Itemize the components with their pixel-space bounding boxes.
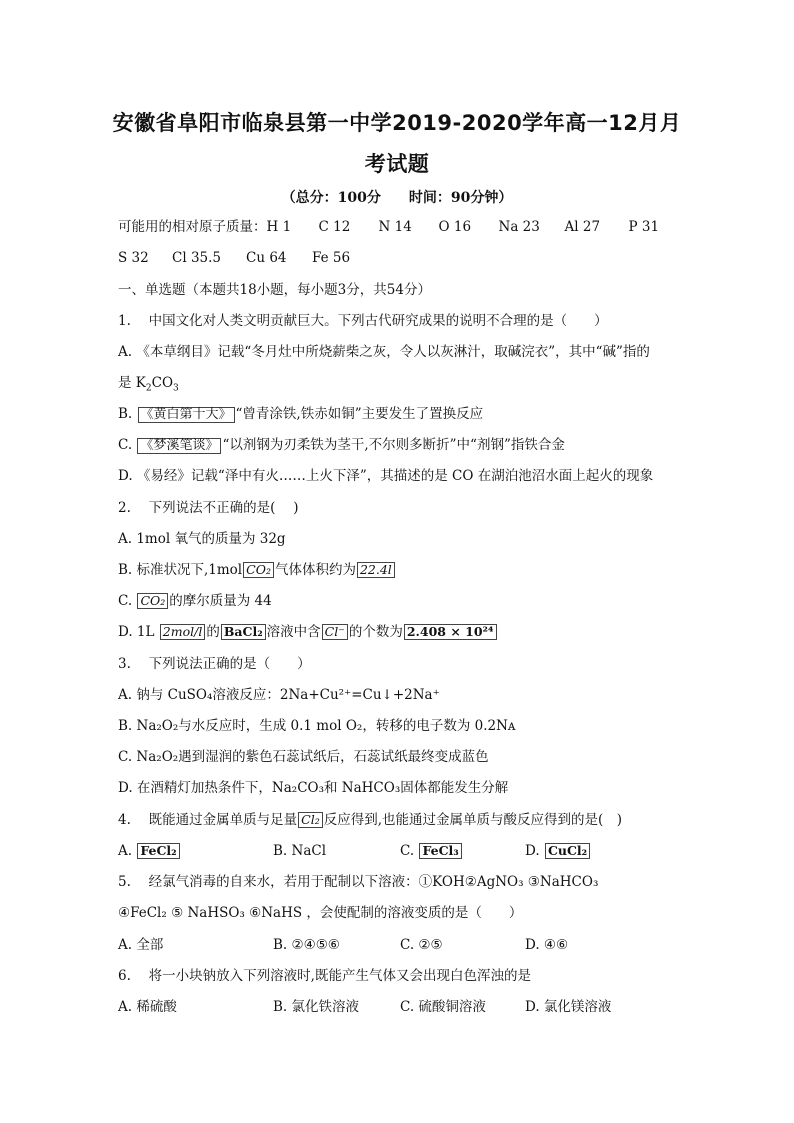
q6-option-a: A. 稀硫酸 — [118, 999, 177, 1015]
q6-options — [118, 999, 611, 1015]
q4-option-c — [400, 843, 525, 859]
option-label: D. — [525, 843, 544, 859]
q4-option-a — [118, 843, 273, 859]
q1-a-sub: 3 — [173, 383, 179, 394]
q2-d-text: 溶液中含 — [266, 624, 321, 640]
q2-c-text: 的摩尔质量为 44 — [169, 593, 272, 609]
q4-stem-text: 4. 既能通过金属单质与足量 — [118, 812, 298, 828]
q5-option-d: D. ④⑥ — [525, 937, 569, 953]
q5-option-b: B. ②④⑤⑥ — [273, 937, 340, 953]
q2-option-b — [118, 562, 396, 578]
q1-option-c — [118, 437, 565, 454]
q5-options — [118, 937, 568, 953]
section-heading: 一、单选题（本题共18小题，每小题3分，共54分） — [118, 282, 431, 298]
formula-box: CO₂ — [243, 562, 274, 578]
q4-stem — [118, 812, 622, 828]
atomic-mass-item: Fe 56 — [312, 250, 351, 266]
option-label: C. — [118, 437, 137, 453]
q3-option-c: C. Na₂O₂遇到湿润的紫色石蕊试纸后，石蕊试纸最终变成蓝色 — [118, 749, 489, 765]
q1-option-b — [118, 406, 483, 423]
option-label: D. 1L — [118, 624, 159, 640]
q4-options — [118, 843, 591, 859]
atomic-mass-item: Na 23 — [498, 219, 540, 235]
option-label: A. — [118, 843, 137, 859]
atomic-mass-label: 可能用的相对原子质量： — [118, 219, 267, 235]
option-label: C. — [118, 593, 137, 609]
q1-option-d: D. 《易经》记载“泽中有火……上火下泽”，其描述的是 CO 在湖泊池沼水面上起火的现象 — [118, 468, 654, 484]
exam-subtitle: （总分：100分 时间：90分钟） — [281, 190, 513, 206]
atomic-mass-item: P 31 — [628, 219, 660, 235]
formula-box: CuCl₂ — [545, 843, 590, 859]
q2-stem: 2. 下列说法不正确的是( ) — [118, 500, 299, 516]
q5-option-c: C. ②⑤ — [400, 937, 443, 953]
exam-title-line2: 考试题 — [364, 152, 430, 176]
q1-a-text: CO — [151, 375, 174, 391]
q6-option-b: B. 氯化铁溶液 — [273, 999, 360, 1015]
q2-option-d — [118, 624, 498, 640]
q2-b-text: 气体体积约为 — [274, 562, 356, 578]
q3-option-d: D. 在酒精灯加热条件下，Na₂CO₃和 NaHCO₃固体都能发生分解 — [118, 780, 509, 796]
q3-option-a: A. 钠与 CuSO₄溶液反应：2Na+Cu²⁺=Cu↓+2Na⁺ — [118, 687, 440, 703]
q4-option-d — [525, 843, 591, 859]
q4-stem-text: 反应得到,也能通过金属单质与酸反应得到的是( ) — [323, 812, 623, 828]
q1-option-a: A. 《本草纲目》记载“冬月灶中所烧薪柴之灰，令人以灰淋汁，取碱浣衣”，其中“碱”指的 — [118, 344, 650, 360]
option-label: C. — [400, 843, 419, 859]
q2-option-a: A. 1mol 氧气的质量为 32g — [118, 531, 286, 547]
atomic-mass-row2 — [118, 250, 350, 266]
q5-option-a: A. 全部 — [118, 937, 164, 953]
atomic-mass-item: O 16 — [438, 219, 472, 235]
atomic-mass-item: Cu 64 — [246, 250, 287, 266]
atomic-mass-item: H 1 — [266, 219, 292, 235]
q3-option-b: B. Na₂O₂与水反应时，生成 0.1 mol O₂，转移的电子数为 0.2Nᴀ — [118, 718, 516, 734]
book-title-box: 《梦溪笔谈》 — [137, 438, 221, 454]
formula-box: 2.408 × 10²⁴ — [404, 624, 497, 640]
q6-stem: 6. 将一小块钠放入下列溶液时,既能产生气体又会出现白色浑浊的是 — [118, 968, 531, 984]
atomic-mass-item: Al 27 — [564, 219, 601, 235]
q1-a-text: 是 K — [118, 375, 146, 391]
atomic-mass-row1 — [118, 219, 659, 235]
atomic-mass-item: N 14 — [378, 219, 412, 235]
q6-option-c: C. 硫酸铜溶液 — [400, 999, 486, 1015]
formula-box: BaCl₂ — [221, 624, 266, 640]
atomic-mass-item: Cl 35.5 — [172, 250, 221, 266]
q4-option-b: B. NaCl — [273, 843, 327, 859]
q1-b-text: “曾青涂铁,铁赤如铜”主要发生了置换反应 — [235, 406, 484, 422]
formula-box: Cl₂ — [298, 812, 323, 828]
q5-stem: 5. 经氯气消毒的自来水，若用于配制以下溶液：①KOH②AgNO₃ ③NaHCO₃ — [118, 874, 599, 890]
q1-a-sub: 2 — [145, 383, 152, 394]
formula-box: FeCl₂ — [137, 843, 179, 859]
q2-b-text: B. 标准状况下,1mol — [118, 562, 243, 578]
formula-box: 22.4l — [357, 562, 395, 578]
exam-title-line1: 安徽省阜阳市临泉县第一中学2019-2020学年高一12月月 — [112, 111, 682, 135]
q5-stem-cont: ④FeCl₂ ⑤ NaHSO₃ ⑥NaHS ，会使配制的溶液变质的是（ ） — [118, 905, 523, 921]
book-title-box: 《黄白第十大》 — [138, 407, 235, 423]
formula-box: FeCl₃ — [419, 843, 461, 859]
option-label: B. — [118, 406, 137, 422]
q3-stem: 3. 下列说法正确的是（ ） — [118, 656, 311, 672]
q2-d-text: 的 — [206, 624, 220, 640]
q1-c-text: “以剂钢为刃柔铁为茎干,不尔则多断折”中“剂钢”指铁合金 — [222, 437, 565, 453]
atomic-mass-item: C 12 — [318, 219, 351, 235]
q1-stem: 1. 中国文化对人类文明贡献巨大。下列古代研究成果的说明不合理的是（ ） — [118, 313, 608, 329]
atomic-mass-item: S 32 — [118, 250, 149, 266]
formula-box: CO₂ — [137, 593, 168, 609]
q1-option-a-cont — [118, 375, 179, 394]
q2-option-c — [118, 593, 272, 609]
formula-box: Cl⁻ — [322, 624, 348, 640]
q2-d-text: 的个数为 — [348, 624, 403, 640]
q6-option-d: D. 氯化镁溶液 — [525, 999, 612, 1015]
formula-box: 2mol/l — [160, 624, 206, 640]
